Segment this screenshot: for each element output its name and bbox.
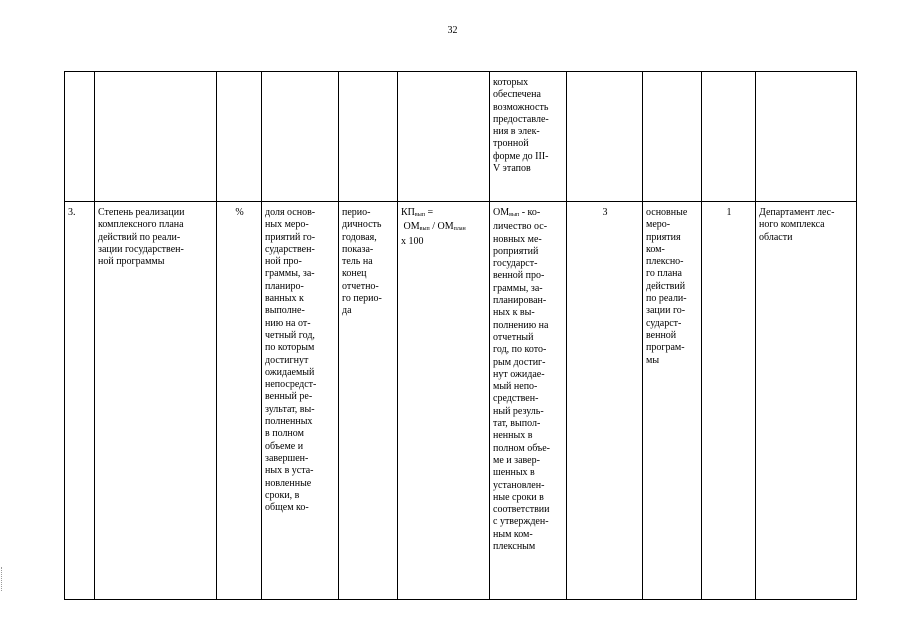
cell-unit: %	[217, 202, 262, 600]
cell-definition	[262, 72, 339, 202]
cell-formula	[398, 202, 490, 600]
scan-artifact	[1, 567, 4, 591]
cell-unit	[217, 72, 262, 202]
formula-om: ОМ	[403, 221, 420, 233]
description-om-sub: вып	[509, 212, 520, 218]
cell-indicator-name: Степень реализации комплексного плана действий по реали- зации государствен- ной программы	[95, 202, 217, 600]
cell-periodicity	[339, 72, 398, 202]
cell-periodicity: перио- дичность годовая, показа- тель на конец отчетно- го перио- да	[339, 202, 398, 600]
cell-number: 3.	[65, 202, 95, 600]
cell-responsible: Департамент лес- ного комплекса области	[756, 202, 857, 600]
page-number: 32	[447, 25, 458, 36]
formula-kp: КП	[401, 207, 415, 218]
cell-description: которых обеспечена возможность предоставле- ния в элек- тронной форме до III- V этапов	[490, 72, 567, 202]
formula-kp-sub: вып	[414, 212, 425, 218]
cell-responsible	[756, 72, 857, 202]
formula-div: / ОМ	[429, 221, 454, 233]
cell-col-7	[567, 72, 643, 202]
cell-definition: доля основ- ных меро- приятий го- сударствен- ной про- граммы, за- планиро- ванных к выполне- нию на от- четный год, по которым достигнут ожидаемый непосредст- венный ре- зультат, вы- полненных в полном объеме и завершен- ных в уста- новленные сроки, в общем ко-	[262, 202, 339, 600]
indicators-table	[64, 71, 857, 600]
formula-om-sub: вып	[419, 226, 430, 233]
cell-number	[65, 72, 95, 202]
formula-mult: х 100	[401, 235, 424, 247]
cell-col-8: основные меро- приятия ком- плексно- го плана действий по реали- зации го- сударст- венной програм- мы	[643, 202, 702, 600]
cell-description	[490, 202, 567, 600]
formula-om-plan-sub: план	[453, 226, 466, 233]
description-text: - ко- личество ос- новных ме- роприятий государст- венной про- граммы, за- планирован- ных к вы- полнению на отчетный год, по кото- рым достиг- нут ожидае- мый непо- средствен- ный резуль- тат, выпол- ненных в полном объе- ме и завер- шенных в установлен- ные сроки в соответствии с утвержден- ным ком- плексным	[493, 207, 550, 553]
cell-col-9: 1	[702, 202, 756, 600]
cell-formula	[398, 72, 490, 202]
table-row	[65, 202, 857, 600]
cell-col-8	[643, 72, 702, 202]
table-row	[65, 72, 857, 202]
cell-col-7: 3	[567, 202, 643, 600]
formula-eq: =	[424, 207, 434, 218]
description-om: ОМ	[493, 207, 510, 218]
cell-col-9	[702, 72, 756, 202]
cell-indicator-name	[95, 72, 217, 202]
